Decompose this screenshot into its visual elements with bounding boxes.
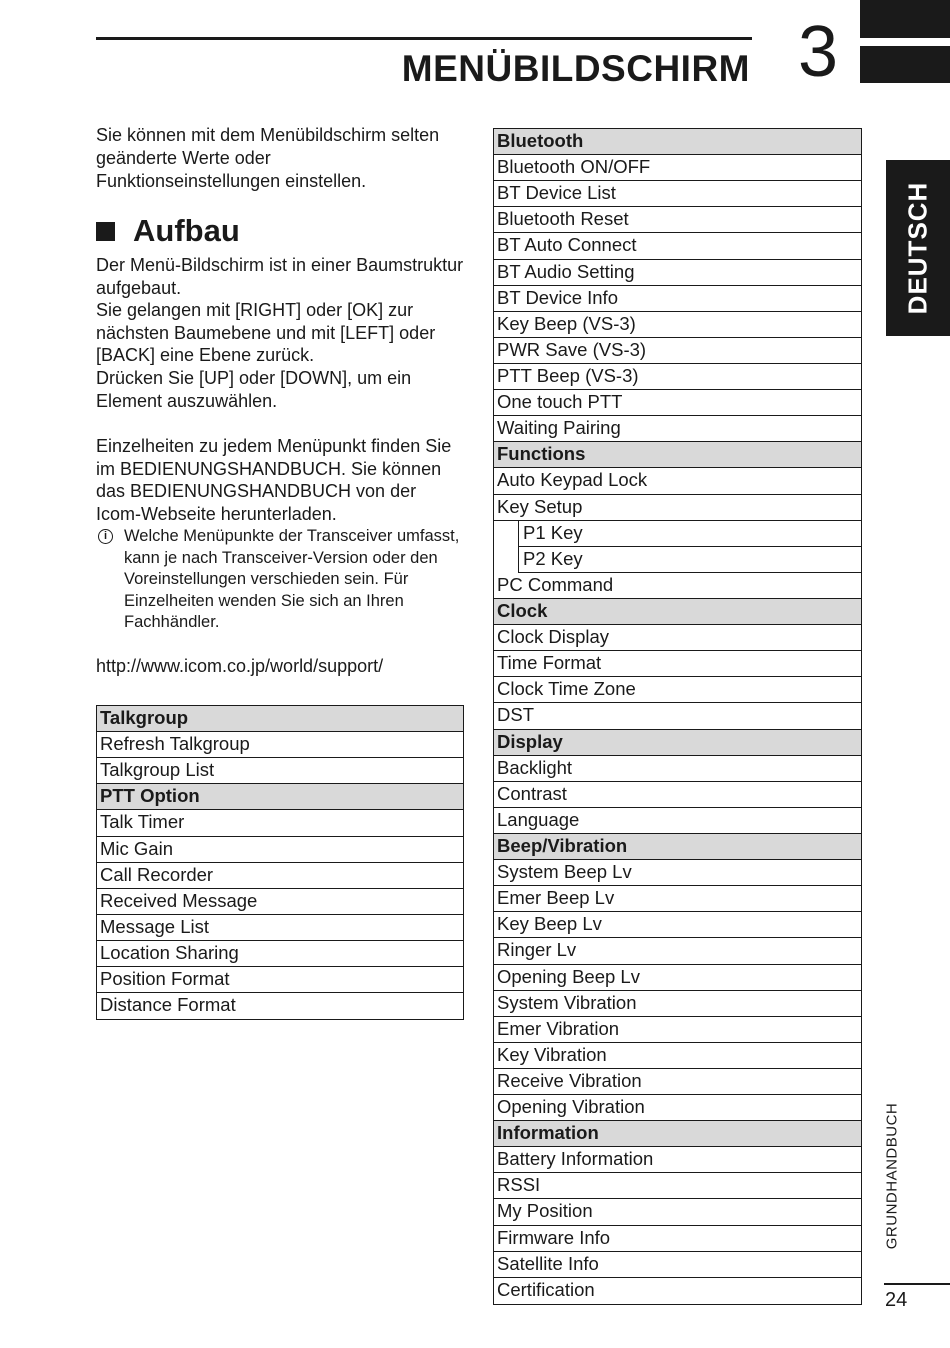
chapter-number: 3 <box>798 12 839 92</box>
menu-item: Location Sharing <box>97 941 463 967</box>
paragraph-selection: Drücken Sie [UP] oder [DOWN], um ein Element auszuwählen. <box>96 368 412 411</box>
menu-item: Clock Time Zone <box>494 677 861 703</box>
page-number: 24 <box>885 1289 908 1311</box>
menu-item: BT Auto Connect <box>494 233 861 259</box>
menu-item: One touch PTT <box>494 390 861 416</box>
paragraph-details: Einzelheiten zu jedem Menüpunkt finden Sie im BEDIENUNGSHANDBUCH. Sie können das BEDIENUNGSHANDBUCH von der Icom-Webseite herunterladen. <box>96 436 452 524</box>
menu-item: Bluetooth ON/OFF <box>494 155 861 181</box>
language-tab-label: DEUTSCH <box>902 181 933 315</box>
menu-item: BT Device Info <box>494 286 861 312</box>
menu-item: Waiting Pairing <box>494 416 861 442</box>
chapter-tab-bar-lower <box>860 46 950 83</box>
menu-item: Distance Format <box>100 994 236 1016</box>
menu-item: Language <box>494 808 861 834</box>
section-heading <box>96 213 240 249</box>
menu-item: Talkgroup List <box>97 758 463 784</box>
chapter-tab-bar <box>860 0 950 38</box>
menu-item: PWR Save (VS-3) <box>494 338 861 364</box>
info-note <box>96 526 468 634</box>
menu-subitem: P2 Key <box>518 547 861 573</box>
square-bullet-icon <box>96 222 115 241</box>
menu-item: Ringer Lv <box>494 938 861 964</box>
menu-item: Opening Beep Lv <box>494 965 861 991</box>
menu-item: Clock Display <box>494 625 861 651</box>
header-rule <box>96 37 752 40</box>
menu-item: Key Vibration <box>494 1043 861 1069</box>
menu-item: Bluetooth Reset <box>494 207 861 233</box>
menu-category: Clock <box>494 599 861 625</box>
menu-table-right <box>493 128 862 1305</box>
menu-category: PTT Option <box>97 784 463 810</box>
menu-item: System Beep Lv <box>494 860 861 886</box>
menu-category: Display <box>494 730 861 756</box>
menu-item: Certification <box>497 1278 595 1300</box>
menu-item: Position Format <box>97 967 463 993</box>
menu-item: PC Command <box>494 573 861 599</box>
page-number-rule <box>884 1283 950 1285</box>
page-title: MENÜBILDSCHIRM <box>401 48 750 89</box>
menu-item: BT Audio Setting <box>494 260 861 286</box>
menu-item: My Position <box>494 1199 861 1225</box>
menu-category: Information <box>494 1121 861 1147</box>
section-title: Aufbau <box>133 213 240 248</box>
menu-item: DST <box>494 703 861 729</box>
menu-item: Key Setup <box>494 495 861 521</box>
intro-text: Sie können mit dem Menübildschirm selten geänderte Werte oder Funktionseinstellungen einstellen. <box>96 125 440 191</box>
menu-item: Backlight <box>494 756 861 782</box>
menu-item: Battery Information <box>494 1147 861 1173</box>
menu-item: Firmware Info <box>494 1226 861 1252</box>
menu-table-left <box>96 705 464 1020</box>
note-text: Welche Menüpunkte der Transceiver umfasst, kann je nach Transceiver-Version oder den Voreinstellungen verschieden sein. Für Einzelheiten wenden Sie sich an Ihren Fachhändler. <box>124 527 460 631</box>
menu-item: Message List <box>97 915 463 941</box>
paragraph-navigation: Sie gelangen mit [RIGHT] oder [OK] zur nächsten Baumebene und mit [LEFT] oder [BACK] eine Ebene zurück. <box>96 300 436 366</box>
menu-item: Emer Vibration <box>494 1017 861 1043</box>
menu-item: Key Beep Lv <box>494 912 861 938</box>
menu-item: Satellite Info <box>494 1252 861 1278</box>
menu-item: Key Beep (VS-3) <box>494 312 861 338</box>
menu-item: PTT Beep (VS-3) <box>494 364 861 390</box>
menu-category: Talkgroup <box>97 706 463 732</box>
menu-item: Talk Timer <box>97 810 463 836</box>
paragraph-structure: Der Menü-Bildschirm ist in einer Baumstruktur aufgebaut. <box>96 255 464 298</box>
menu-item: Receive Vibration <box>494 1069 861 1095</box>
menu-subitem: P1 Key <box>518 521 861 547</box>
menu-category: Bluetooth <box>494 129 861 155</box>
menu-item: System Vibration <box>494 991 861 1017</box>
menu-category: Beep/Vibration <box>494 834 861 860</box>
menu-item: Call Recorder <box>97 863 463 889</box>
menu-item: Contrast <box>494 782 861 808</box>
manual-label: GRUNDHANDBUCH <box>883 1102 901 1250</box>
support-url[interactable]: http://www.icom.co.jp/world/support/ <box>96 656 384 676</box>
menu-item: RSSI <box>494 1173 861 1199</box>
info-icon: i <box>98 529 113 544</box>
menu-item: Auto Keypad Lock <box>494 468 861 494</box>
menu-item: Refresh Talkgroup <box>97 732 463 758</box>
menu-item: Emer Beep Lv <box>494 886 861 912</box>
menu-item: Opening Vibration <box>494 1095 861 1121</box>
menu-item: Received Message <box>97 889 463 915</box>
menu-item: Time Format <box>494 651 861 677</box>
menu-item: BT Device List <box>494 181 861 207</box>
menu-category: Functions <box>494 442 861 468</box>
menu-item: Mic Gain <box>97 837 463 863</box>
